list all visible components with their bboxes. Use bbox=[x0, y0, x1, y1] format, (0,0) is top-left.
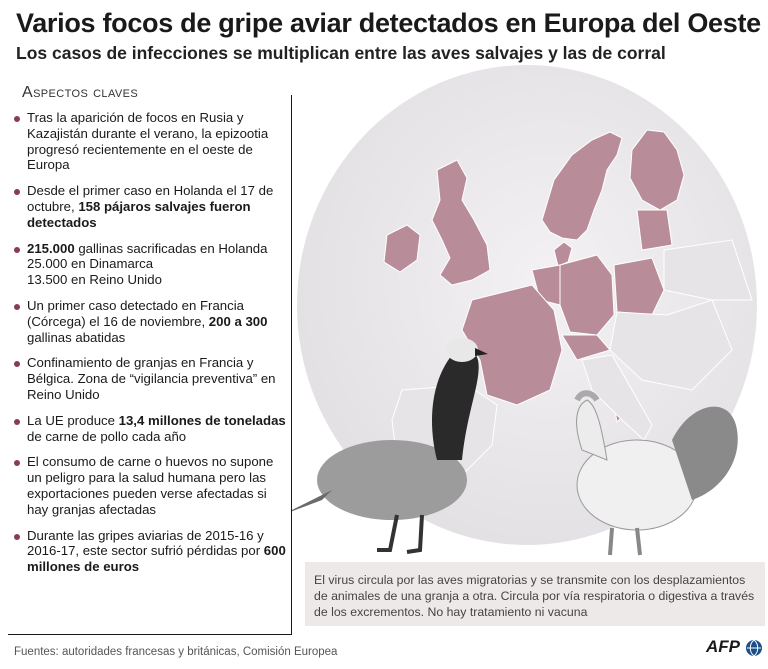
key-aspect-text: El consumo de carne o huevos no supone un peligro para la salud humana pero las exportaciones pueden verse afectadas si hay granjas afectadas bbox=[27, 454, 274, 517]
key-aspect-item bbox=[8, 413, 288, 445]
key-aspects-heading: Aspectos claves bbox=[17, 84, 143, 102]
key-aspect-item bbox=[8, 110, 288, 173]
key-aspect-text: de carne de pollo cada año bbox=[27, 428, 187, 444]
region-baltics bbox=[637, 210, 672, 250]
bullet-icon bbox=[14, 460, 20, 466]
key-aspect-text: Durante las gripes aviarias de 2015-16 y 2016-17, este sector sufrió pérdidas por bbox=[27, 527, 264, 559]
bullet-icon bbox=[14, 189, 20, 195]
bullet-icon bbox=[14, 304, 20, 310]
key-aspect-text: Tras la aparición de focos en Rusia y Kazajistán durante el verano, la epizootia progresó recientemente en el oeste de Europa bbox=[27, 110, 269, 173]
page-title: Varios focos de gripe aviar detectados en Europa del Oeste bbox=[16, 8, 761, 38]
key-aspect-item bbox=[8, 528, 288, 575]
europe-map bbox=[292, 60, 768, 580]
bullet-icon bbox=[14, 534, 20, 540]
key-aspects-list bbox=[8, 110, 288, 585]
key-aspect-item bbox=[8, 241, 288, 288]
afp-logo-text: AFP bbox=[706, 637, 740, 656]
key-aspect-text: gallinas abatidas bbox=[27, 329, 126, 345]
page-subtitle: Los casos de infecciones se multiplican entre las aves salvajes y las de corral bbox=[16, 43, 666, 63]
key-aspect-highlight: 158 pájaros salvajes fueron detectados bbox=[27, 198, 251, 230]
key-aspect-text: Desde el primer caso en Holanda el 17 de octubre, bbox=[27, 183, 274, 214]
key-aspect-text: 13.500 en Reino Unido bbox=[27, 272, 162, 288]
key-aspect-text: gallinas sacrificadas en Holanda bbox=[74, 240, 268, 256]
key-aspect-text: Un primer caso detectado en Francia (Córcega) el 16 de noviembre, bbox=[27, 297, 244, 329]
key-aspect-item bbox=[8, 355, 288, 402]
key-aspect-highlight: 600 millones de euros bbox=[27, 543, 286, 575]
bullet-icon bbox=[14, 419, 20, 425]
source-credits: Fuentes: autoridades francesas y británicas, Comisión Europea bbox=[14, 646, 338, 658]
afp-logo bbox=[744, 638, 764, 658]
bullet-icon bbox=[14, 247, 20, 253]
key-aspect-text: Confinamiento de granjas en Francia y Bélgica. Zona de “vigilancia preventiva” en Reino Unido bbox=[27, 355, 276, 402]
key-aspect-text: La UE produce bbox=[27, 412, 119, 428]
key-aspect-highlight: 13,4 millones de toneladas bbox=[118, 412, 286, 428]
info-note-text: El virus circula por las aves migratorias y se transmite con los desplazamientos de animales de una granja a otra. Circula por vía respiratoria o digestiva a través de los excrementos. No hay tratamiento ni vacuna bbox=[314, 573, 755, 619]
key-aspect-highlight: 215.000 bbox=[27, 240, 75, 256]
key-aspect-item bbox=[8, 454, 288, 517]
bullet-icon bbox=[14, 116, 20, 122]
key-aspect-item bbox=[8, 298, 288, 345]
key-aspect-highlight: 200 a 300 bbox=[208, 313, 268, 329]
key-aspect-text: 25.000 en Dinamarca bbox=[27, 256, 154, 272]
region-germany bbox=[560, 255, 614, 335]
bullet-icon bbox=[14, 361, 20, 367]
key-aspect-item bbox=[8, 183, 288, 230]
